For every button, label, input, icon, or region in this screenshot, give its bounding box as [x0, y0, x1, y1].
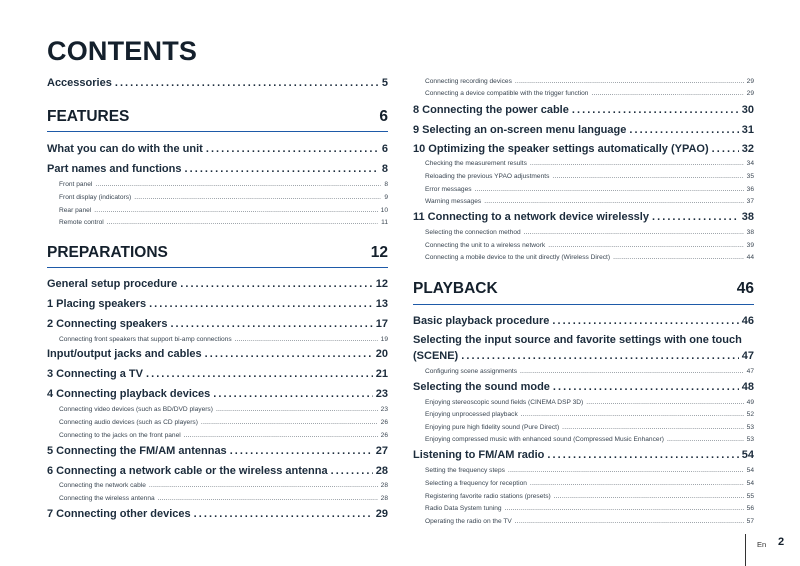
toc-entry-title: Registering favorite radio stations (presets): [425, 493, 551, 500]
dot-leader: [134, 194, 381, 201]
toc-entry-title: Operating the radio on the TV: [425, 518, 512, 525]
toc-page-number: 26: [380, 419, 388, 426]
dot-leader: [515, 518, 744, 525]
toc-entry-title: Connecting the wireless antenna: [59, 495, 155, 502]
toc-subentry[interactable]: [413, 399, 754, 406]
toc-entry-title: Listening to FM/AM radio: [413, 449, 545, 461]
section-title-preparations: [47, 244, 388, 262]
toc-page-number: 28: [380, 482, 388, 489]
toc-entry-title: Connecting audio devices (such as CD players): [59, 419, 198, 426]
dot-leader: [107, 219, 378, 226]
dot-leader: [591, 90, 743, 97]
section-page-number: 46: [736, 280, 754, 297]
toc-entry[interactable]: [413, 211, 754, 223]
toc-subentry[interactable]: [47, 482, 388, 489]
toc-subentry[interactable]: [413, 518, 754, 525]
toc-page-number: 52: [746, 411, 754, 418]
toc-page-number: 20: [375, 348, 388, 360]
toc-page-number: 26: [380, 432, 388, 439]
toc-entry-title: 1 Placing speakers: [47, 298, 147, 310]
dot-leader: [520, 368, 744, 375]
toc-page-number: 19: [380, 336, 388, 343]
dot-leader: [331, 465, 373, 477]
toc-subentry[interactable]: [413, 368, 754, 375]
toc-entry-title: What you can do with the unit: [47, 143, 203, 155]
toc-entry-title: Enjoying stereoscopic sound fields (CINEMA DSP 3D): [425, 399, 584, 406]
dot-leader: [548, 242, 743, 249]
toc-subentry[interactable]: [413, 229, 754, 236]
toc-page-number: 5: [381, 77, 388, 89]
dot-leader: [530, 480, 744, 487]
dot-leader: [206, 143, 379, 155]
section-rule: [413, 304, 754, 305]
dot-leader: [515, 78, 744, 85]
toc-entry[interactable]: [47, 318, 388, 330]
dot-leader: [461, 350, 739, 362]
footer-divider: [745, 534, 746, 566]
toc-subentry[interactable]: [47, 194, 388, 201]
toc-entry[interactable]: [47, 163, 388, 175]
toc-entry-title: Basic playback procedure: [413, 315, 550, 327]
toc-entry-title: Connecting video devices (such as BD/DVD players): [59, 406, 213, 413]
toc-entry-title: Connecting to the jacks on the front panel: [59, 432, 181, 439]
toc-page-number: 54: [746, 480, 754, 487]
toc-page-number: 32: [741, 143, 754, 155]
dot-leader: [213, 388, 373, 400]
toc-page-number: 44: [746, 254, 754, 261]
toc-page-number: 8: [381, 163, 388, 175]
toc-page-number: 8: [384, 181, 388, 188]
toc-subentry[interactable]: [47, 207, 388, 214]
dot-leader: [146, 368, 373, 380]
toc-entry-title: Selecting the sound mode: [413, 381, 550, 393]
toc-entry-title: 9 Selecting an on-screen menu language: [413, 124, 627, 136]
dot-leader: [552, 315, 738, 327]
toc-entry-title: Configuring scene assignments: [425, 368, 517, 375]
toc-subentry[interactable]: [413, 173, 754, 180]
toc-subentry[interactable]: [413, 198, 754, 205]
toc-entry-title: 11 Connecting to a network device wirelessly: [413, 211, 649, 223]
toc-page-number: 46: [741, 315, 754, 327]
dot-leader: [530, 160, 744, 167]
toc-entry-title: Connecting the network cable: [59, 482, 146, 489]
toc-entry-title: Enjoying compressed music with enhanced sound (Compressed Music Enhancer): [425, 436, 664, 443]
dot-leader: [201, 419, 378, 426]
toc-subentry[interactable]: [413, 480, 754, 487]
toc-entry-title: Enjoying pure high fidelity sound (Pure Direct): [425, 424, 560, 431]
toc-subentry[interactable]: [413, 505, 754, 512]
dot-leader: [508, 467, 744, 474]
toc-entry-title: 2 Connecting speakers: [47, 318, 168, 330]
toc-page-number: 55: [746, 493, 754, 500]
dot-leader: [475, 186, 744, 193]
toc-entry[interactable]: [413, 104, 754, 116]
page-title: CONTENTS: [47, 36, 198, 66]
toc-entry[interactable]: [47, 445, 388, 457]
toc-page-number: 31: [741, 124, 754, 136]
toc-page-number: 54: [741, 449, 754, 461]
dot-leader: [158, 495, 378, 502]
toc-entry[interactable]: [413, 449, 754, 461]
toc-entry-title: Selecting the input source and favorite settings with one touch: [413, 334, 742, 346]
dot-leader: [216, 406, 378, 413]
dot-leader: [194, 508, 373, 520]
toc-page-number: 29: [375, 508, 388, 520]
dot-leader: [184, 163, 378, 175]
toc-entry-title: 7 Connecting other devices: [47, 508, 191, 520]
dot-leader: [553, 381, 739, 393]
dot-leader: [667, 436, 744, 443]
toc-page-number: 11: [381, 219, 388, 226]
toc-entry-title: 4 Connecting playback devices: [47, 388, 211, 400]
toc-page-number: 17: [375, 318, 388, 330]
section-title-text: PLAYBACK: [413, 280, 498, 297]
toc-subentry[interactable]: [47, 495, 388, 502]
toc-entry-title: Error messages: [425, 186, 472, 193]
toc-page-number: 28: [380, 495, 388, 502]
dot-leader: [95, 181, 381, 188]
dot-leader: [230, 445, 373, 457]
toc-entry-title: Input/output jacks and cables: [47, 348, 202, 360]
toc-entry-title: 3 Connecting a TV: [47, 368, 143, 380]
toc-page-number: 13: [375, 298, 388, 310]
toc-entry-accessories[interactable]: [47, 77, 388, 89]
toc-entry-title: Setting the frequency steps: [425, 467, 505, 474]
toc-subentry[interactable]: [413, 467, 754, 474]
toc-entry-title: Front display (indicators): [59, 194, 132, 201]
toc-page-number: 38: [741, 211, 754, 223]
toc-entry-title: Checking the measurement results: [425, 160, 527, 167]
toc-entry[interactable]: [47, 143, 388, 155]
toc-entry-title: Accessories: [47, 77, 112, 89]
toc-entry-title: 8 Connecting the power cable: [413, 104, 569, 116]
toc-page-number: 36: [746, 186, 754, 193]
toc-entry-title: Selecting the connection method: [425, 229, 521, 236]
toc-entry-title: Connecting a device compatible with the trigger function: [425, 90, 589, 97]
toc-entry[interactable]: [47, 508, 388, 520]
toc-subentry[interactable]: [413, 493, 754, 500]
dot-leader: [554, 493, 744, 500]
dot-leader: [547, 449, 738, 461]
toc-page-number: 53: [746, 424, 754, 431]
dot-leader: [484, 198, 743, 205]
dot-leader: [94, 207, 377, 214]
toc-subentry[interactable]: [413, 424, 754, 431]
toc-page-number: 56: [746, 505, 754, 512]
toc-entry[interactable]: [413, 350, 754, 362]
toc-page-number: 21: [375, 368, 388, 380]
toc-entry[interactable]: [47, 348, 388, 360]
toc-entry[interactable]: [413, 315, 754, 327]
toc-page-number: 9: [384, 194, 388, 201]
toc-subentry[interactable]: [47, 432, 388, 439]
toc-entry-title: Part names and functions: [47, 163, 182, 175]
toc-entry-title: Connecting recording devices: [425, 78, 512, 85]
dot-leader: [629, 124, 738, 136]
dot-leader: [115, 77, 379, 89]
toc-entry-title: 10 Optimizing the speaker settings automatically (YPAO): [413, 143, 709, 155]
dot-leader: [572, 104, 739, 116]
section-page-number: 6: [379, 108, 388, 125]
toc-entry[interactable]: [47, 368, 388, 380]
toc-subentry[interactable]: [413, 242, 754, 249]
toc-page-number: 23: [380, 406, 388, 413]
toc-page-number: 29: [746, 78, 754, 85]
toc-entry-title: Connecting front speakers that support bi-amp connections: [59, 336, 232, 343]
toc-entry-title: Remote control: [59, 219, 104, 226]
toc-page-number: 53: [746, 436, 754, 443]
dot-leader: [524, 229, 744, 236]
section-title-playback: [413, 280, 754, 298]
toc-entry[interactable]: [413, 334, 754, 346]
dot-leader: [552, 173, 743, 180]
toc-page-number: 30: [741, 104, 754, 116]
toc-page-number: 38: [746, 229, 754, 236]
toc-entry-title: Connecting the unit to a wireless network: [425, 242, 546, 249]
toc-subentry[interactable]: [413, 254, 754, 261]
toc-page-number: 12: [375, 278, 388, 290]
toc-page-number: 39: [746, 242, 754, 249]
dot-leader: [184, 432, 378, 439]
toc-page-number: 34: [746, 160, 754, 167]
toc-entry-title: General setup procedure: [47, 278, 178, 290]
section-title-text: FEATURES: [47, 108, 130, 125]
dot-leader: [505, 505, 744, 512]
toc-page-number: 54: [746, 467, 754, 474]
dot-leader: [586, 399, 743, 406]
toc-page-number: 29: [746, 90, 754, 97]
toc-subentry[interactable]: [413, 436, 754, 443]
toc-subentry[interactable]: [413, 90, 754, 97]
toc-entry-title: Selecting a frequency for reception: [425, 480, 527, 487]
toc-subentry[interactable]: [413, 411, 754, 418]
toc-page-number: 28: [375, 465, 388, 477]
dot-leader: [149, 482, 378, 489]
toc-page-number: 10: [380, 207, 388, 214]
toc-page-number: 23: [375, 388, 388, 400]
footer-language: En: [757, 540, 767, 549]
toc-subentry[interactable]: [47, 181, 388, 188]
toc-subentry[interactable]: [413, 78, 754, 85]
toc-entry[interactable]: [47, 465, 388, 477]
toc-subentry[interactable]: [413, 186, 754, 193]
toc-subentry[interactable]: [47, 406, 388, 413]
toc-page-number: 47: [741, 350, 754, 362]
toc-entry-title: Front panel: [59, 181, 93, 188]
toc-entry[interactable]: [47, 388, 388, 400]
toc-entry[interactable]: [413, 143, 754, 155]
section-page-number: 12: [370, 244, 388, 261]
toc-entry-title: 5 Connecting the FM/AM antennas: [47, 445, 227, 457]
dot-leader: [652, 211, 739, 223]
toc-entry[interactable]: [413, 124, 754, 136]
dot-leader: [562, 424, 744, 431]
toc-entry-title: Warning messages: [425, 198, 482, 205]
toc-entry[interactable]: [413, 381, 754, 393]
dot-leader: [149, 298, 373, 310]
dot-leader: [205, 348, 373, 360]
toc-entry-title: Radio Data System tuning: [425, 505, 502, 512]
dot-leader: [170, 318, 372, 330]
dot-leader: [521, 411, 744, 418]
section-title-features: [47, 108, 388, 126]
toc-entry-title: 6 Connecting a network cable or the wireless antenna: [47, 465, 328, 477]
toc-page-number: 37: [746, 198, 754, 205]
toc-entry-title: (SCENE): [413, 350, 459, 362]
dot-leader: [180, 278, 373, 290]
toc-subentry[interactable]: [413, 160, 754, 167]
toc-page-number: 57: [746, 518, 754, 525]
toc-page-number: 49: [746, 399, 754, 406]
footer-page-number: 2: [778, 536, 785, 548]
dot-leader: [712, 143, 739, 155]
toc-subentry[interactable]: [47, 219, 388, 226]
toc-entry-title: Rear panel: [59, 207, 92, 214]
toc-page-number: 6: [381, 143, 388, 155]
section-rule: [47, 131, 388, 132]
section-title-text: PREPARATIONS: [47, 244, 168, 261]
toc-entry-title: Connecting a mobile device to the unit directly (Wireless Direct): [425, 254, 611, 261]
toc-entry-title: Enjoying unprocessed playback: [425, 411, 518, 418]
toc-page-number: 27: [375, 445, 388, 457]
dot-leader: [235, 336, 378, 343]
toc-page-number: 47: [746, 368, 754, 375]
toc-entry[interactable]: [47, 298, 388, 310]
toc-subentry[interactable]: [47, 336, 388, 343]
toc-page-number: 35: [746, 173, 754, 180]
toc-entry[interactable]: [47, 278, 388, 290]
toc-subentry[interactable]: [47, 419, 388, 426]
dot-leader: [613, 254, 744, 261]
toc-page-number: 48: [741, 381, 754, 393]
toc-entry-title: Reloading the previous YPAO adjustments: [425, 173, 550, 180]
section-rule: [47, 267, 388, 268]
